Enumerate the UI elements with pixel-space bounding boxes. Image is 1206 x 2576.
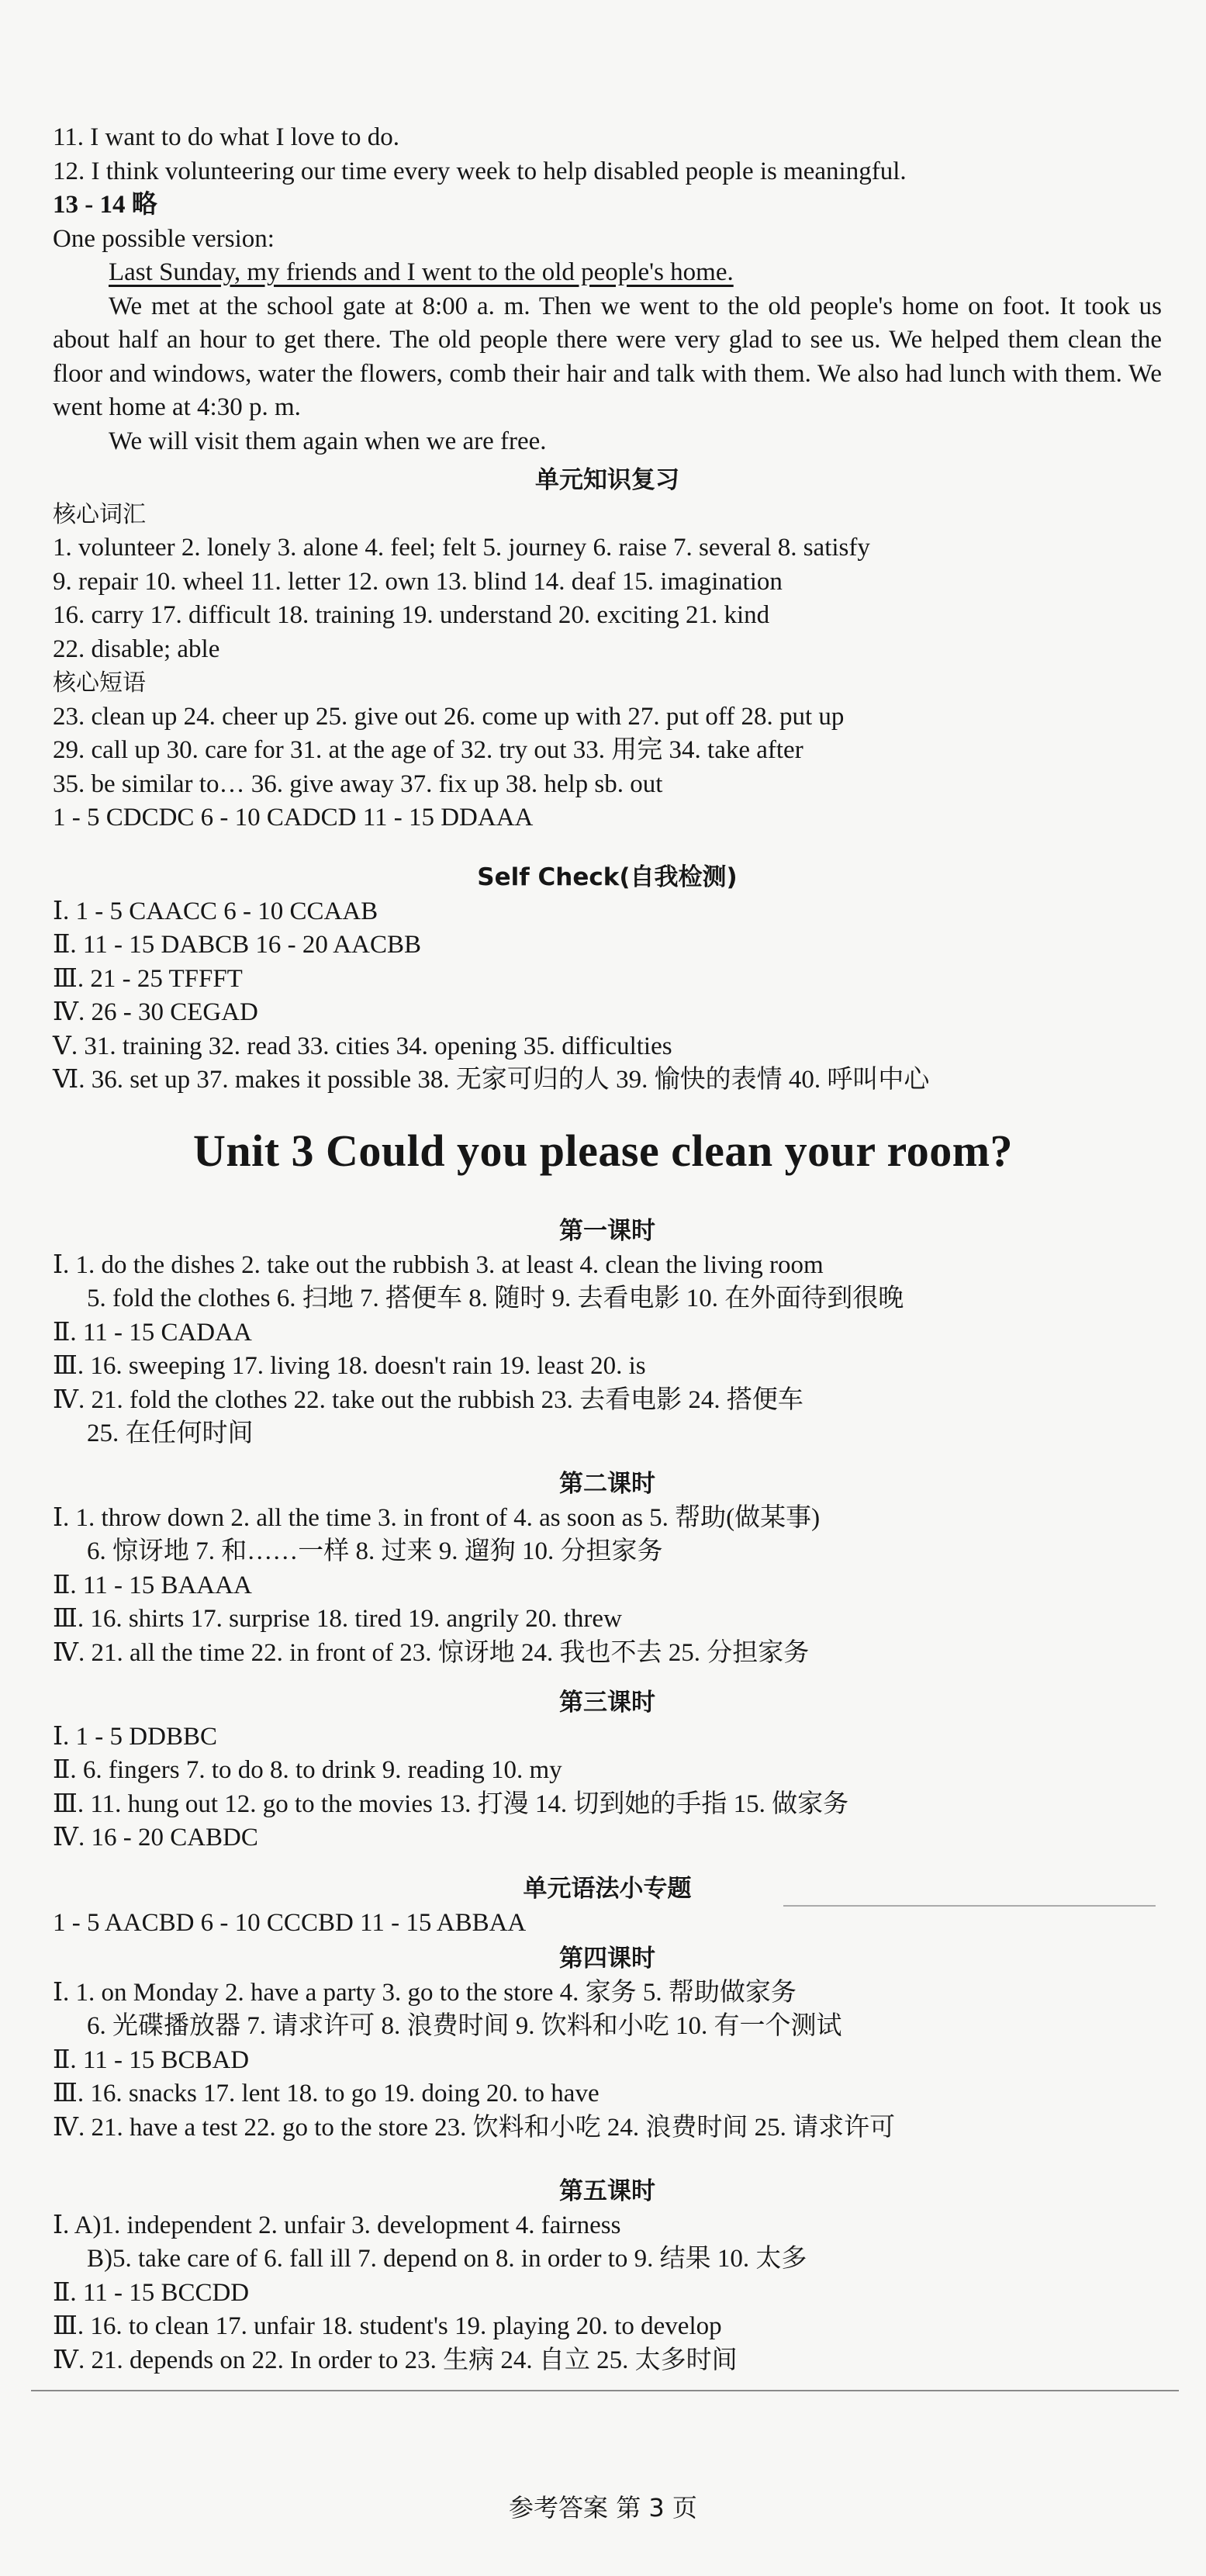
unit-3-title: Unit 3 Could you please clean your room? [192,1125,1014,1176]
lesson-3-line: Ⅳ. 16 - 20 CABDC [53,1824,258,1852]
lesson-4-line: Ⅰ. 1. on Monday 2. have a party 3. go to the store 4. 家务 5. 帮助做家务 [53,1978,797,2007]
lesson-4-line: Ⅳ. 21. have a test 22. go to the store 23. 饮料和小吃 24. 浪费时间 25. 请求许可 [53,2113,896,2142]
vocab-line: 1. volunteer 2. lonely 3. alone 4. feel; felt 5. journey 6. raise 7. several 8. satisfy [53,534,870,562]
phrase-line: 35. be similar to… 36. give away 37. fix up 38. help sb. out [53,769,663,798]
essay-paragraph-2: We will visit them again when we are free. [109,427,547,455]
vocab-line: 16. carry 17. difficult 18. training 19. understand 20. exciting 21. kind [53,601,770,629]
lesson-5-line: Ⅳ. 21. depends on 22. In order to 23. 生病 24. 自立 25. 太多时间 [53,2346,738,2374]
self-check-line: Ⅲ. 21 - 25 TFFFT [53,964,243,993]
page-footer: 参考答案 第 3 页 [509,2493,697,2522]
self-check-line: Ⅵ. 36. set up 37. makes it possible 38. 无家可归的人 39. 愉快的表情 40. 呼叫中心 [53,1066,930,1094]
answer-12: 12. I think volunteering our time every week to help disabled people is meaningful. [53,157,907,185]
lesson-4-line: 6. 光碟播放器 7. 请求许可 8. 浪费时间 9. 饮料和小吃 10. 有一个测试 [87,2012,842,2040]
lesson-3-line: Ⅲ. 11. hung out 12. go to the movies 13. 打漫 14. 切到她的手指 15. 做家务 [53,1789,849,1818]
lesson-1-section [53,1215,1162,1451]
lesson-1-line: 25. 在任何时间 [87,1419,254,1447]
vocab-line: 9. repair 10. wheel 11. letter 12. own 13. blind 14. deaf 15. imagination [53,567,783,596]
lesson-1-heading: 第一课时 [559,1217,655,1245]
lesson-2-line: Ⅳ. 21. all the time 22. in front of 23. 惊讶地 24. 我也不去 25. 分担家务 [53,1638,810,1667]
lesson-2-line: Ⅰ. 1. throw down 2. all the time 3. in front of 4. as soon as 5. 帮助(做某事) [53,1503,821,1532]
lesson-5-section [53,2175,1162,2377]
self-check-line: Ⅴ. 31. training 32. read 33. cities 34. opening 35. difficulties [53,1032,672,1060]
essay-paragraph-1: We met at the school gate at 8:00 a. m. Then we went to the old people's home on foot. It took us about half an hour to get there. The old people there were very glad to see us. We helped them clean the floor and windows, water the flowers, comb their hair and talk with them. We also had lunch with them. We went home at 4:30 p. m. [53,292,1162,421]
lesson-5-line: Ⅱ. 11 - 15 BCCDD [53,2278,250,2307]
grammar-line: 1 - 5 AACBD 6 - 10 CCCBD 11 - 15 ABBAA [53,1908,527,1937]
section-divider [783,1905,1156,1907]
unit-review-heading: 单元知识复习 [535,466,679,494]
self-check-line: Ⅱ. 11 - 15 DABCB 16 - 20 AACBB [53,931,422,959]
unit-review-section [53,464,1162,835]
possible-version-label: One possible version: [53,224,275,253]
answer-13-14: 13 - 14 略 [53,191,157,219]
lesson-1-line: 5. fold the clothes 6. 扫地 7. 搭便车 8. 随时 9. 去看电影 10. 在外面待到很晚 [87,1285,904,1312]
vocab-line: 22. disable; able [53,634,220,663]
self-check-heading: Self Check(自我检测) [477,863,738,891]
lesson-5-heading: 第五课时 [559,2177,655,2205]
lesson-3-line: Ⅰ. 1 - 5 DDBBC [53,1722,217,1751]
lesson-1-line: Ⅳ. 21. fold the clothes 22. take out the rubbish 23. 去看电影 24. 搭便车 [53,1385,803,1414]
lesson-5-line: Ⅲ. 16. to clean 17. unfair 18. student's 19. playing 20. to develop [53,2312,722,2340]
essay-title: Last Sunday, my friends and I went to the old people's home. [109,258,734,286]
lesson-1-line: Ⅱ. 11 - 15 CADAA [53,1318,252,1347]
phrase-line: 29. call up 30. care for 31. at the age of 32. try out 33. 用完 34. take after [53,736,803,764]
lesson-2-heading: 第二课时 [559,1470,655,1498]
lesson-1-line: Ⅰ. 1. do the dishes 2. take out the rubbish 3. at least 4. clean the living room [53,1250,824,1279]
lesson-4-line: Ⅱ. 11 - 15 BCBAD [53,2045,250,2074]
lesson-1-line: Ⅲ. 16. sweeping 17. living 18. doesn't rain 19. least 20. is [53,1352,646,1380]
answer-11: 11. I want to do what I love to do. [53,123,399,151]
lesson-4-line: Ⅲ. 16. snacks 17. lent 18. to go 19. doing 20. to have [53,2080,600,2107]
lesson-2-line: 6. 惊讶地 7. 和……一样 8. 过来 9. 遛狗 10. 分担家务 [87,1537,663,1565]
self-check-line: Ⅰ. 1 - 5 CAACC 6 - 10 CCAAB [53,897,378,925]
lesson-5-line: B)5. take care of 6. fall ill 7. depend on 8. in order to 9. 结果 10. 太多 [87,2245,807,2273]
lesson-3-section [53,1686,1162,1855]
phrase-line: 23. clean up 24. cheer up 25. give out 26. come up with 27. put off 28. put up [53,702,845,731]
lesson-2-section [53,1468,1162,1670]
lesson-3-heading: 第三课时 [559,1689,655,1717]
lesson-3-line: Ⅱ. 6. fingers 7. to do 8. to drink 9. reading 10. my [53,1756,562,1784]
vocab-heading: 核心词汇 [53,500,146,528]
grammar-heading: 单元语法小专题 [523,1875,692,1903]
lesson-4-section [53,1942,1162,2145]
footer-divider [31,2390,1179,2391]
choice-answers-line: 1 - 5 CDCDC 6 - 10 CADCD 11 - 15 DDAAA [53,804,534,832]
lesson-2-line: Ⅱ. 11 - 15 BAAAA [53,1571,252,1599]
lesson-2-line: Ⅲ. 16. shirts 17. surprise 18. tired 19. angrily 20. threw [53,1605,622,1633]
top-section [53,121,1162,458]
self-check-section [53,861,1162,1098]
phrase-heading: 核心短语 [53,669,146,697]
lesson-5-line: Ⅰ. A)1. independent 2. unfair 3. development 4. fairness [53,2211,621,2239]
self-check-line: Ⅳ. 26 - 30 CEGAD [53,998,258,1026]
lesson-4-heading: 第四课时 [559,1945,655,1973]
